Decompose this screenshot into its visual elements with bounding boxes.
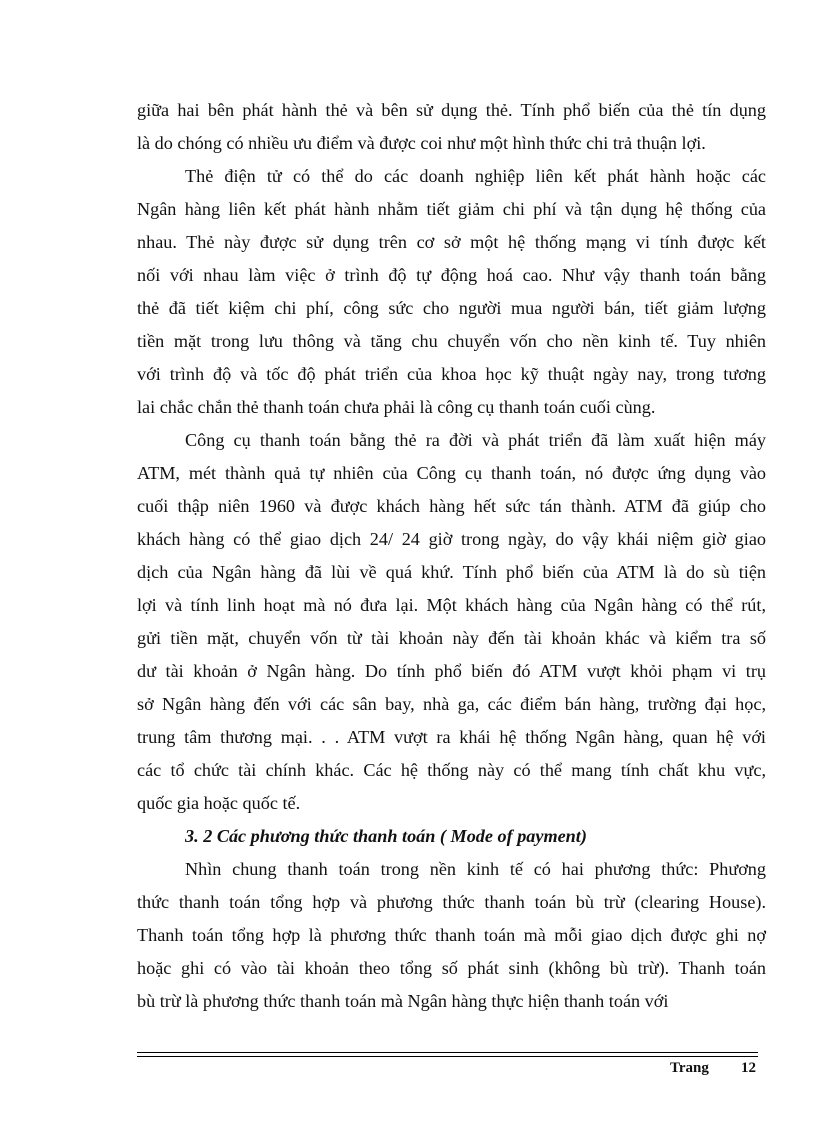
page-footer [600, 1057, 758, 1079]
body-line: bù trừ là phương thức thanh toán mà Ngân hàng thực hiện thanh toán với [137, 991, 669, 1011]
body-line: trung tâm thương mại. . . ATM vượt ra khái hệ thống Ngân hàng, quan hệ với [137, 727, 766, 747]
body-line: là do chóng có nhiều ưu điểm và được coi như một hình thức chi trả thuận lợi. [137, 133, 706, 153]
body-line: giữa hai bên phát hành thẻ và bên sử dụng thẻ. Tính phổ biến của thẻ tín dụng [137, 100, 766, 120]
body-line: gửi tiền mặt, chuyển vốn từ tài khoản này đến tài khoản khác và kiểm tra số [137, 628, 766, 648]
body-line: quốc gia hoặc quốc tế. [137, 793, 301, 813]
body-line: lai chắc chắn thẻ thanh toán chưa phải là công cụ thanh toán cuối cùng. [137, 397, 656, 417]
body-line: Nhìn chung thanh toán trong nền kinh tế có hai phương thức: Phương [185, 859, 766, 879]
page-label: Trang [670, 1060, 709, 1076]
section-heading: 3. 2 Các phương thức thanh toán ( Mode of payment) [185, 826, 587, 846]
body-line: hoặc ghi có vào tài khoản theo tổng số phát sinh (không bù trừ). Thanh toán [137, 958, 766, 978]
body-line: nối với nhau làm việc ở trình độ tự động hoá cao. Như vậy thanh toán bằng [137, 265, 766, 285]
body-line: tiền mặt trong lưu thông và tăng chu chuyển vốn cho nền kinh tế. Tuy nhiên [137, 331, 766, 351]
page-number: 12 [741, 1060, 756, 1076]
body-line: lợi và tính linh hoạt mà nó đưa lại. Một khách hàng của Ngân hàng có thể rút, [137, 595, 766, 615]
body-line: khách hàng có thể giao dịch 24/ 24 giờ trong ngày, do vậy khái niệm giờ giao [137, 529, 766, 549]
body-line: các tổ chức tài chính khác. Các hệ thống này có thể mang tính chất khu vực, [137, 760, 766, 780]
body-line: Thẻ điện tử có thể do các doanh nghiệp liên kết phát hành hoặc các [185, 166, 766, 186]
body-line: sở Ngân hàng đến với các sân bay, nhà ga, các điểm bán hàng, trường đại học, [137, 694, 766, 714]
body-line: dư tài khoản ở Ngân hàng. Do tính phổ biến đó ATM vượt khỏi phạm vi trụ [137, 661, 766, 681]
body-line: cuối thập niên 1960 và được khách hàng hết sức tán thành. ATM đã giúp cho [137, 496, 766, 516]
body-line: thẻ đã tiết kiệm chi phí, công sức cho người mua người bán, tiết giảm lượng [137, 298, 766, 318]
body-line: nhau. Thẻ này được sử dụng trên cơ sở một hệ thống mạng vi tính được kết [137, 232, 766, 252]
body-line: Thanh toán tổng hợp là phương thức thanh toán mà mỗi giao dịch được ghi nợ [137, 925, 766, 945]
body-line: thức thanh toán tổng hợp và phương thức thanh toán bù trừ (clearing House). [137, 892, 766, 912]
body-line: Ngân hàng liên kết phát hành nhằm tiết giảm chi phí và tận dụng hệ thống của [137, 199, 766, 219]
body-line: với trình độ và tốc độ phát triển của khoa học kỹ thuật ngày nay, trong tương [137, 364, 766, 384]
body-line: ATM, mét thành quả tự nhiên của Công cụ thanh toán, nó được ứng dụng vào [137, 463, 766, 483]
body-line: dịch của Ngân hàng đã lùi về quá khứ. Tính phổ biến của ATM là do sù tiện [137, 562, 766, 582]
body-line: Công cụ thanh toán bằng thẻ ra đời và phát triển đã làm xuất hiện máy [185, 430, 766, 450]
